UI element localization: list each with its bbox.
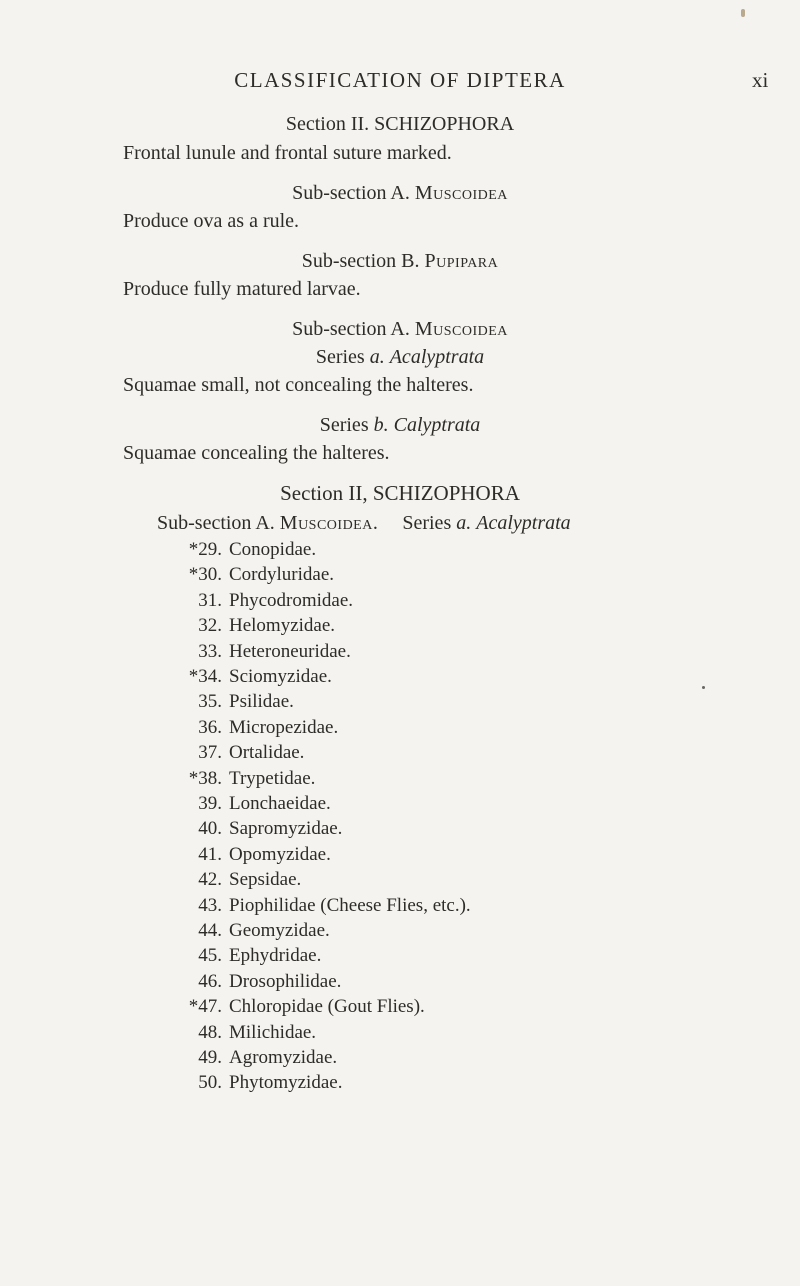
family-number: 50. [198,1072,222,1093]
family-name: Opomyzidae. [229,844,331,865]
subsection-b-description: Produce fully matured larvae. [123,278,361,300]
family-name: Drosophilidae. [229,971,342,992]
family-number: 44. [198,920,222,941]
subsection-a-detail-prefix: Sub-section A. [292,318,410,340]
subsection-a-name: Muscoidea [414,182,508,204]
family-number: 39. [198,793,222,814]
family-name: Sciomyzidae. [229,666,332,687]
family-number: 40. [198,818,222,839]
family-name: Chloropidae (Gout Flies). [229,996,425,1017]
list-series-letter: a. [456,512,472,534]
series-b-label: Series [319,414,369,436]
series-a-description: Squamae small, not concealing the halteres. [123,374,474,396]
list-series-name: Acalyptrata [476,512,571,534]
family-number: *47. [188,996,222,1017]
subsection-a-detail-heading [0,317,800,341]
family-number: 49. [198,1047,222,1068]
family-name: Ephydridae. [229,945,322,966]
series-a-letter: a. [369,346,385,368]
family-number: *38. [188,768,222,789]
series-a-label: Series [315,346,365,368]
series-b-letter: b. [373,414,389,436]
family-name: Phytomyzidae. [229,1072,343,1093]
family-name: Sepsidae. [229,869,302,890]
family-name: Trypetidae. [229,768,316,789]
family-name: Piophilidae (Cheese Flies, etc.). [229,895,471,916]
series-b-heading [0,413,800,437]
family-number: 42. [198,869,222,890]
subsection-a-heading [0,181,800,205]
family-name: Helomyzidae. [229,615,336,636]
family-number: 32. [198,615,222,636]
series-a-heading [0,345,800,369]
family-number: *29. [188,539,222,560]
list-series-label: Series [402,512,452,534]
family-name: Sapromyzidae. [229,818,343,839]
family-name: Milichidae. [229,1022,317,1043]
family-number: 48. [198,1022,222,1043]
family-number: 36. [198,717,222,738]
page-number: xi [752,68,769,92]
subsection-b-heading [0,249,800,273]
family-name: Heteroneuridae. [229,641,351,662]
ink-speck [741,9,745,17]
family-number: 35. [198,691,222,712]
list-section-heading: Section II, SCHIZOPHORA [280,481,520,505]
family-number: *34. [188,666,222,687]
family-name: Micropezidae. [229,717,339,738]
family-number: 33. [198,641,222,662]
family-number: 43. [198,895,222,916]
family-name: Agromyzidae. [229,1047,338,1068]
family-name: Geomyzidae. [229,920,330,941]
family-name: Conopidae. [229,539,317,560]
family-number: 31. [198,590,222,611]
section-heading: Section II. SCHIZOPHORA [285,113,515,135]
family-number: 41. [198,844,222,865]
section-description: Frontal lunule and frontal suture marked. [123,142,452,164]
subsection-a-detail-name: Muscoidea [414,318,508,340]
family-number: 46. [198,971,222,992]
list-sub-prefix: Sub-section A. [157,512,275,534]
family-name: Lonchaeidae. [229,793,331,814]
family-name: Ortalidae. [229,742,305,763]
series-a-name: Acalyptrata [389,346,485,368]
subsection-b-prefix: Sub-section B. [301,250,420,272]
family-number: *30. [188,564,222,585]
family-number: 45. [198,945,222,966]
stray-dot [702,686,705,689]
subsection-a-description: Produce ova as a rule. [123,210,300,232]
subsection-b-name: Pupipara [424,250,499,272]
subsection-a-prefix: Sub-section A. [292,182,410,204]
family-name: Phycodromidae. [229,590,354,611]
list-sub-name: Muscoidea. [279,512,379,534]
running-title: CLASSIFICATION OF DIPTERA [234,68,566,92]
series-b-description: Squamae concealing the halteres. [123,442,390,464]
list-subsection-heading [157,511,571,535]
series-b-name: Calyptrata [393,414,481,436]
family-name: Cordyluridae. [229,564,335,585]
family-number: 37. [198,742,222,763]
family-name: Psilidae. [229,691,294,712]
